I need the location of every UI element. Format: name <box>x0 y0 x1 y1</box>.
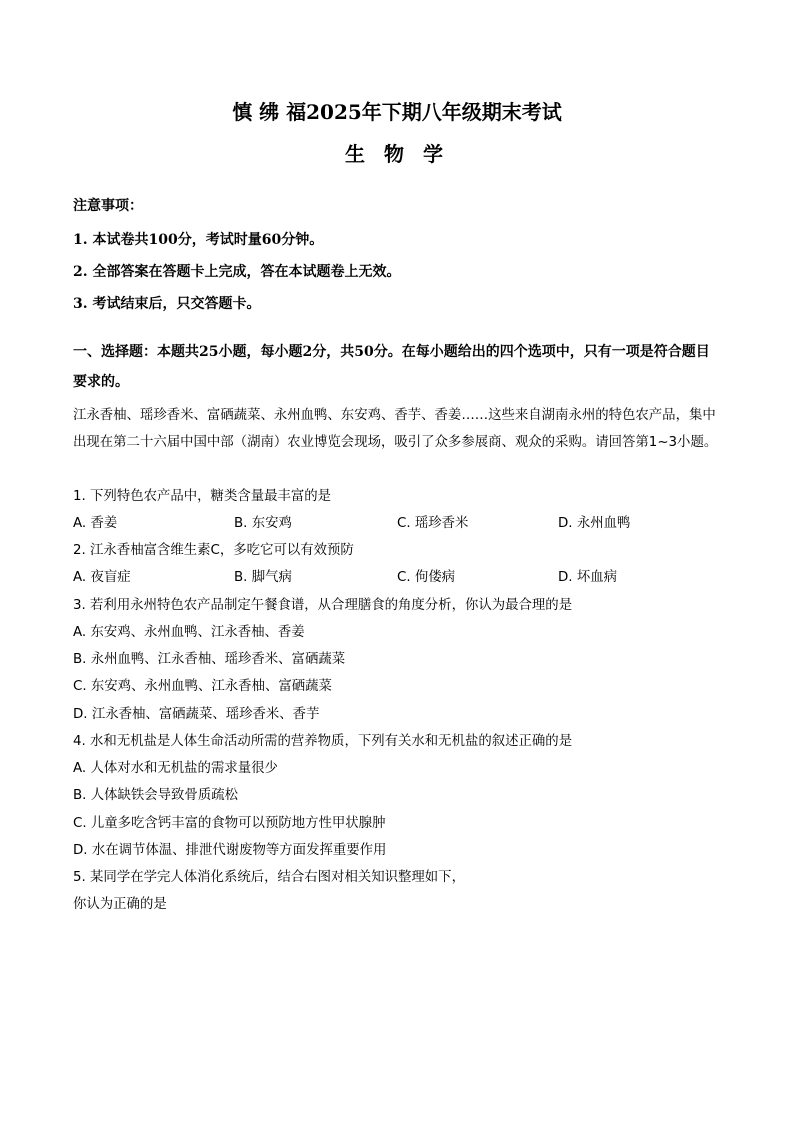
option-b: B. 脚气病 <box>234 570 292 585</box>
option-b: B. 永州血鸭、江永香柚、瑶珍香米、富硒蔬菜 <box>73 652 346 667</box>
option-c: C. 儿童多吃含钙丰富的食物可以预防地方性甲状腺肿 <box>73 816 386 831</box>
option-d: D. 水在调节体温、排泄代谢废物等方面发挥重要作用 <box>73 843 387 858</box>
notice-item: 1. 本试卷共100分，考试时量60分钟。 <box>73 232 324 248</box>
option-a: A. 夜盲症 <box>73 570 131 585</box>
option-d: D. 永州血鸭 <box>558 516 631 531</box>
option-c: C. 东安鸡、永州血鸭、江永香柚、富硒蔬菜 <box>73 679 332 694</box>
exam-title: 慎 绋 福2025年下期八年级期末考试 <box>232 100 562 124</box>
option-a: A. 东安鸡、永州血鸭、江永香柚、香姜 <box>73 625 305 640</box>
notice-heading: 注意事项： <box>73 198 143 214</box>
section-heading: 一、选择题：本题共25小题，每小题2分，共50分。在每小题给出的四个选项中，只有一项是符合题目要求的。 <box>73 344 710 390</box>
question-stem: 1. 下列特色农产品中，糖类含量最丰富的是 <box>73 489 332 504</box>
question-stem: 2. 江永香柚富含维生素C，多吃它可以有效预防 <box>73 543 354 558</box>
option-c: C. 佝偻病 <box>397 570 456 585</box>
option-d: D. 坏血病 <box>558 570 617 585</box>
reading-passage: 江永香柚、瑶珍香米、富硒蔬菜、永州血鸭、东安鸡、香芋、香姜……这些来自湖南永州的特色农产品，集中出现在第二十六届中国中部（湖南）农业博览会现场，吸引了众多参展商、观众的采购。请回答第1~3小题。 <box>73 408 718 450</box>
question-stem: 4. 水和无机盐是人体生命活动所需的营养物质，下列有关水和无机盐的叙述正确的是 <box>73 734 573 749</box>
option-a: A. 人体对水和无机盐的需求量很少 <box>73 761 278 776</box>
question-stem: 3. 若利用永州特色农产品制定午餐食谱，从合理膳食的角度分析，你认为最合理的是 <box>73 598 573 613</box>
question-stem-continued: 你认为正确的是 <box>73 897 167 912</box>
subject-title: 生 物 学 <box>345 142 449 166</box>
option-c: C. 瑶珍香米 <box>397 516 469 531</box>
notice-item: 3. 考试结束后，只交答题卡。 <box>73 296 261 312</box>
option-b: B. 人体缺铁会导致骨质疏松 <box>73 788 238 803</box>
option-a: A. 香姜 <box>73 516 118 531</box>
option-b: B. 东安鸡 <box>234 516 292 531</box>
question-stem: 5. 某同学在学完人体消化系统后，结合右图对相关知识整理如下， <box>73 870 465 885</box>
option-d: D. 江永香柚、富硒蔬菜、瑶珍香米、香芋 <box>73 707 320 722</box>
notice-item: 2. 全部答案在答题卡上完成，答在本试题卷上无效。 <box>73 264 401 280</box>
